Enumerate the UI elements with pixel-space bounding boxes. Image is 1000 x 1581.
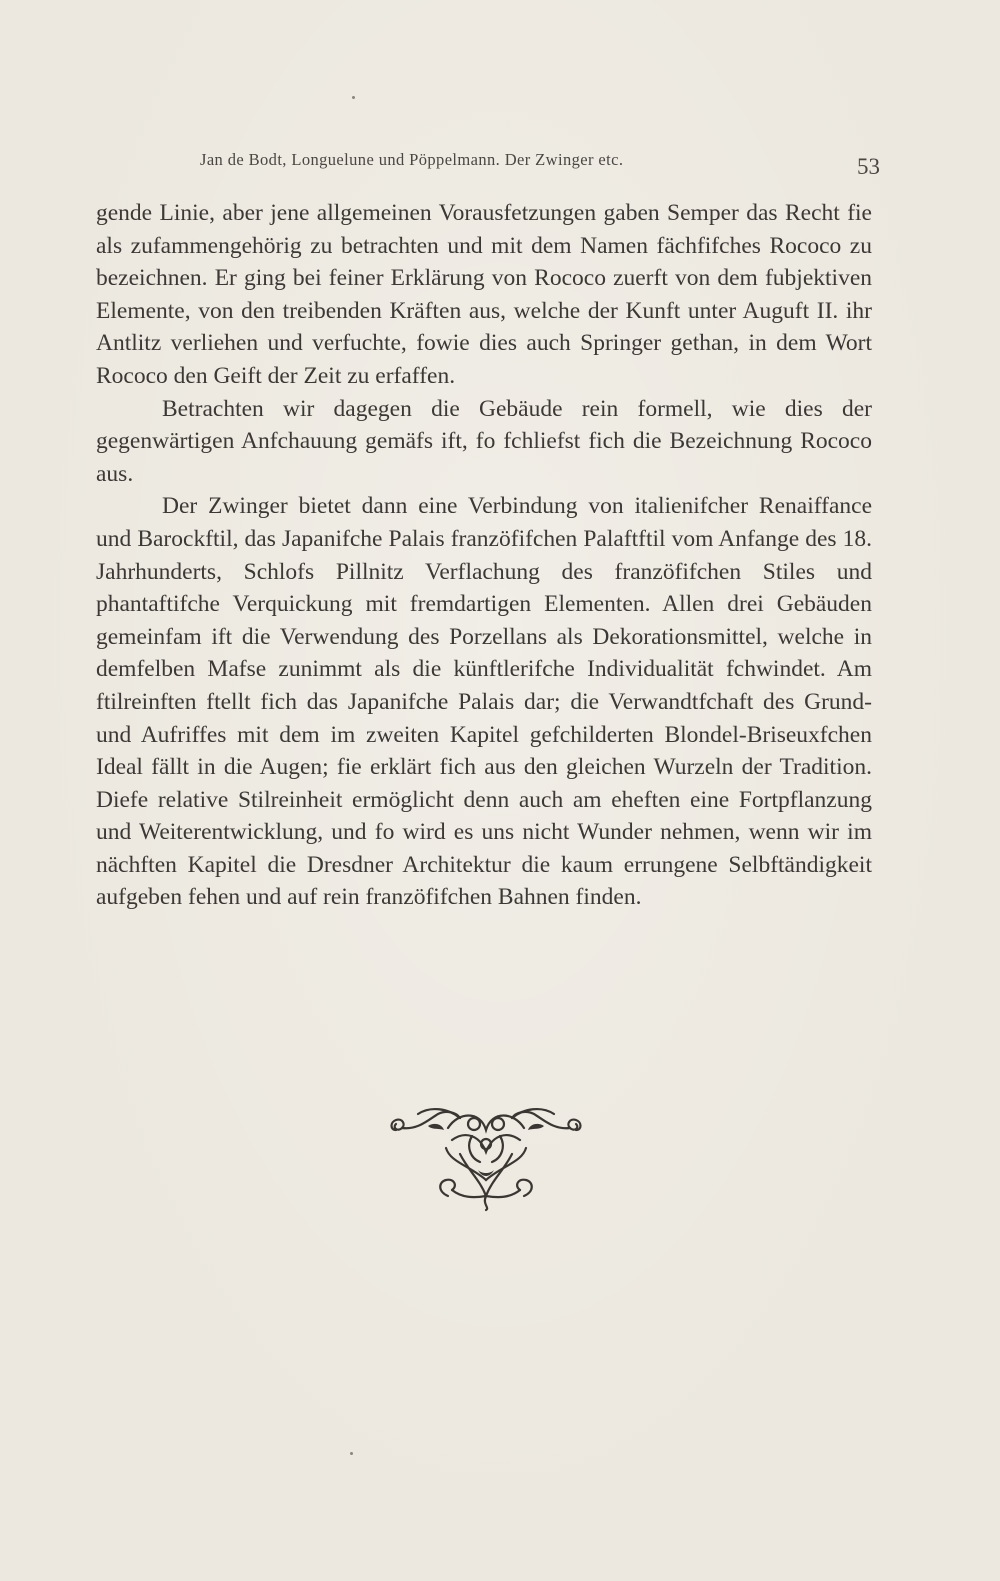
page-number: 53 (857, 154, 880, 179)
paragraph-2: Betrachten wir dagegen die Gebäude rein formell, wie dies der gegenwärtigen Anfchauung gemäfs ift, fo fchliefst fich die Bezeichnung Rococo aus. (96, 395, 872, 487)
running-head (200, 150, 880, 180)
paper-speck (352, 96, 355, 99)
paragraph-1: gende Linie, aber jene allgemeinen Vorausfetzungen gaben Semper das Recht fie als zufammengehörig zu betrachten und mit dem Namen fächfifches Rococo zu bezeichnen. Er ging bei feiner Erklärung von Rococo zuerft von dem fubjektiven Elemente, von den treibenden Kräften aus, welche der Kunft unter Auguft II. ihr Antlitz verliehen und verfuchte, fowie dies auch Springer gethan, in dem Wort Rococo den Geift der Zeit zu erfaffen. (96, 200, 872, 389)
running-title: Jan de Bodt, Longuelune und Pöppelmann. Der Zwinger etc. (200, 150, 624, 169)
body-text (96, 197, 872, 914)
floral-vignette-ornament-icon (388, 1100, 584, 1212)
paragraph-3: Der Zwinger bietet dann eine Verbindung von italienifcher Renaiffance und Barockftil, das Japanifche Palais franzöfifchen Palaftftil vom Anfange des 18. Jahrhunderts, Schlofs Pillnitz Verflachung des franzöfifchen Stiles und phantaftifche Verquickung mit fremdartigen Elementen. Allen drei Gebäuden gemeinfam ift die Verwendung des Porzellans als Dekorationsmittel, welche in demfelben Mafse zunimmt als die künftlerifche Individualität fchwindet. Am ftilreinften ftellt fich das Japanifche Palais dar; die Verwandtfchaft des Grund- und Aufriffes mit dem im zweiten Kapitel gefchilderten Blondel-Briseuxfchen Ideal fällt in die Augen; fie erklärt fich aus den gleichen Wurzeln der Tradition. Diefe relative Stilreinheit ermöglicht denn auch am eheften eine Fortpflanzung und Weiterentwicklung, und fo wird es uns nicht Wunder nehmen, wenn wir im nächften Kapitel die Dresdner Architektur die kaum errungene Selbftändigkeit aufgeben fehen und auf rein franzöfifchen Bahnen finden. (96, 493, 872, 911)
paper-speck (350, 1452, 353, 1455)
